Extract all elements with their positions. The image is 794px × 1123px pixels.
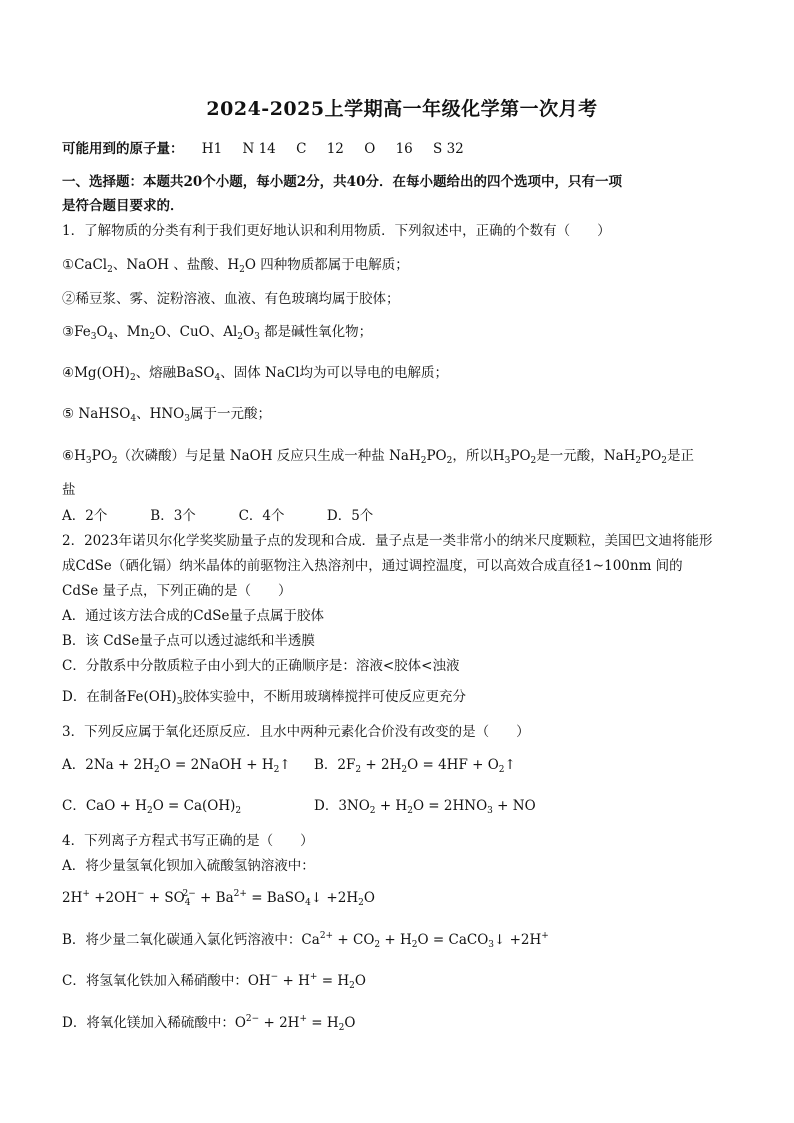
option-c: C．4个: [238, 508, 285, 524]
q3-options-cd: [62, 797, 536, 815]
q3-option-d: D．$3NO_2 + H_2O = 2HNO_3$ + NO: [314, 798, 536, 816]
atom-item: 12: [326, 141, 344, 157]
section-heading: 一、选择题：本题共20个小题，每小题2分，共40分．在每小题给出的四个选项中，只有一项: [62, 174, 622, 190]
question-2-stem: 2．2023年诺贝尔化学奖奖励量子点的发现和合成．量子点是一类非常小的纳米尺度颗粒，美国巴文迪将能形: [62, 533, 713, 549]
q3-options-ab: [62, 756, 516, 774]
option-d: D．5个: [326, 508, 374, 524]
q1-statement-6-cont: 盐: [62, 482, 76, 498]
atomic-masses: [62, 140, 480, 158]
q4-option-a-equation: $2H^+ +2OH^- + SO_4^{2-} + Ba^{2+}$ = BaSO$_4$↓ $+2H_2O$: [62, 889, 375, 908]
option-b: B．3个: [150, 508, 196, 524]
q4-option-c: C．将氢氧化铁加入稀硝酸中：$OH^- + H^+ = H_2O$: [62, 972, 366, 991]
option-a: A．2个: [62, 508, 108, 524]
q3-option-c: C．CaO + $H_2O = Ca(OH)_2$: [62, 798, 242, 816]
q1-statement-3: $③Fe_3O_4$、$Mn_2O$、CuO、$Al_2O_3$ 都是碱性氧化物；: [62, 324, 373, 342]
q1-statement-5: ⑤ NaHSO$_4$、$HNO_3$属于一元酸；: [62, 406, 271, 424]
atomic-masses-label: 可能用到的原子量：: [62, 141, 184, 157]
page-title: 2024-2025上学期高一年级化学第一次月考: [206, 98, 598, 120]
q4-option-a: A．将少量氢氧化钡加入硫酸氢钠溶液中：: [62, 858, 315, 874]
q4-option-d: D．将氧化镁加入稀硫酸中：$O^{2-} + 2H^+ = H_2O$: [62, 1014, 356, 1033]
q3-option-b: B．$2F_2 + 2H_2O = 4HF$ + $O_2↑$: [314, 757, 516, 775]
atom-item: N 14: [242, 141, 276, 157]
atom-item: O: [364, 141, 376, 157]
atom-item: S 32: [433, 141, 464, 157]
question-4-stem: 4．下列离子方程式书写正确的是（ ）: [62, 833, 314, 849]
question-2-stem-line2: 成CdSe（硒化镉）纳米晶体的前驱物注入热溶剂中，通过调控温度，可以高效合成直径1~100nm 间的: [62, 558, 683, 574]
question-3-stem: 3．下列反应属于氧化还原反应．且水中两种元素化合价没有改变的是（ ）: [62, 724, 530, 740]
q3-option-a: A．$2Na + 2H_2O$ = 2NaOH + $H_2↑$: [62, 757, 291, 775]
atom-item: 16: [395, 141, 413, 157]
section-heading-cont: 是符合题目要求的．: [62, 198, 184, 214]
atom-item: H1: [201, 141, 223, 157]
q1-statement-4: $④Mg(OH)_2$、熔融BaSO$_4$、固体 NaCl均为可以导电的电解质；: [62, 365, 449, 383]
question-2-stem-line3: CdSe 量子点，下列正确的是（ ）: [62, 583, 292, 599]
q2-option-d: D．在制备$Fe(OH)_3$胶体实验中，不断用玻璃棒搅拌可使反应更充分: [62, 689, 467, 707]
q4-option-b: B．将少量二氧化碳通入氯化钙溶液中：$Ca^{2+} + CO_2 + H_2O$ = CaCO$_3$↓ +2H+: [62, 931, 549, 950]
question-1-stem: 1．了解物质的分类有利于我们更好地认识和利用物质．下列叙述中，正确的个数有（ ）: [62, 223, 611, 239]
q2-option-a: A．通过该方法合成的CdSe量子点属于胶体: [62, 608, 324, 624]
q2-option-b: B．该 CdSe量子点可以透过滤纸和半透膜: [62, 633, 315, 649]
q1-statement-2: ②稀豆浆、雾、淀粉溶液、血液、有色玻璃均属于胶体；: [62, 291, 400, 307]
q1-statement-6: $⑥H_3PO_2$（次磷酸）与足量 NaOH 反应只生成一种盐 $NaH_2PO_2$，所以$H_3PO_2$是一元酸，$NaH_2PO_2$是正: [62, 448, 695, 466]
atom-item: C: [296, 141, 307, 157]
q2-option-c: C．分散系中分散质粒子由小到大的正确顺序是：溶液<胶体<浊液: [62, 658, 460, 674]
q1-statement-1: ①CaCl$_2$、NaOH 、盐酸、$H_2O$ 四种物质都属于电解质；: [62, 257, 409, 275]
q1-options: [62, 507, 373, 525]
